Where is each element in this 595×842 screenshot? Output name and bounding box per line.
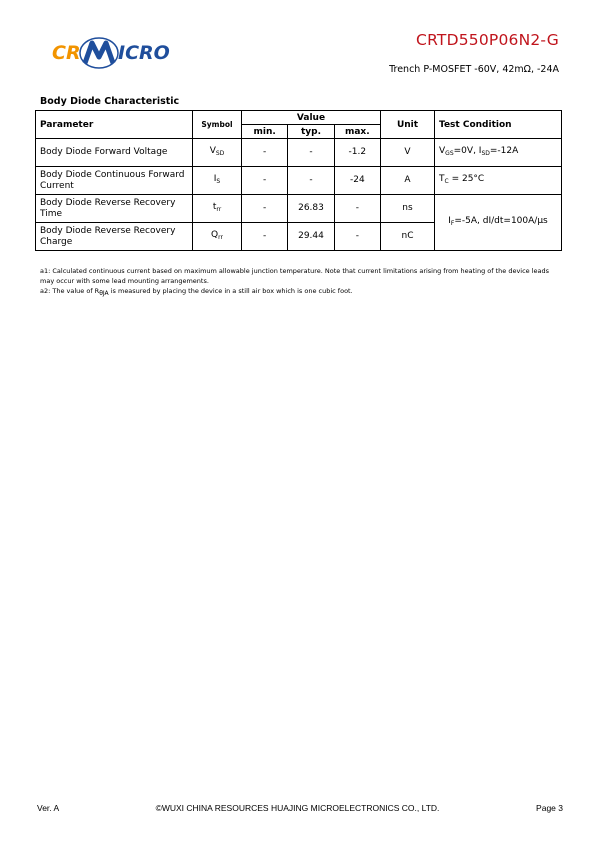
row-typ: -	[288, 167, 334, 195]
row-symbol: $I_S$	[193, 167, 242, 195]
row-parameter: Body Diode Reverse Recovery Charge	[36, 223, 193, 251]
header-test-condition: Test Condition	[435, 111, 562, 139]
row-max: -24	[334, 167, 380, 195]
row-unit: V	[381, 139, 435, 167]
body-diode-table	[35, 110, 562, 251]
header-max: max.	[334, 125, 380, 139]
row-min: -	[242, 195, 288, 223]
footer-copyright: ©WUXI CHINA RESOURCES HUAJING MICROELECTRONICS CO., LTD.	[155, 803, 440, 813]
footnotes	[40, 266, 560, 299]
row-condition: $V_{GS}=0V$, $I_{SD}=-12A$	[435, 139, 562, 167]
row-symbol: $t_{rr}$	[193, 195, 242, 223]
footnote-a2: a2: The value of $R_{\theta JA}$ is measured by placing the device in a still air box which is one cubic foot.	[40, 287, 353, 297]
header-symbol: Symbol	[193, 111, 242, 139]
row-condition-shared: $I_F=-5A$, dI/dt=100A/μs	[435, 195, 562, 251]
table-row	[36, 167, 562, 195]
row-typ: 29.44	[288, 223, 334, 251]
row-typ: -	[288, 139, 334, 167]
footnote-a1: a1: Calculated continuous current based on maximum allowable junction temperature. Note that current limitations arising from heating of the device leads may occur with some lead mounting arrangements.	[40, 267, 550, 285]
header-unit: Unit	[381, 111, 435, 139]
row-parameter: Body Diode Reverse Recovery Time	[36, 195, 193, 223]
row-max: -1.2	[334, 139, 380, 167]
table-row	[36, 195, 562, 223]
section-title: Body Diode Characteristic	[40, 96, 180, 107]
row-symbol: $V_{SD}$	[193, 139, 242, 167]
svg-text:ICRO: ICRO	[118, 42, 170, 64]
table-header-row	[36, 111, 562, 125]
table-row	[36, 139, 562, 167]
footer-version: Ver. A	[37, 803, 60, 813]
row-parameter: Body Diode Forward Voltage	[36, 139, 193, 167]
row-min: -	[242, 139, 288, 167]
row-typ: 26.83	[288, 195, 334, 223]
row-unit: nC	[381, 223, 435, 251]
row-max: -	[334, 195, 380, 223]
row-unit: A	[381, 167, 435, 195]
footer-page-number: Page 3	[536, 803, 563, 813]
header-min: min.	[242, 125, 288, 139]
header-value: Value	[242, 111, 381, 125]
row-min: -	[242, 167, 288, 195]
svg-text:CR: CR	[52, 42, 81, 64]
row-min: -	[242, 223, 288, 251]
row-symbol: $Q_{rr}$	[193, 223, 242, 251]
part-number: CRTD550P06N2-G	[416, 31, 559, 49]
device-subtitle: Trench P-MOSFET -60V, 42mΩ, -24A	[389, 64, 559, 75]
row-unit: ns	[381, 195, 435, 223]
row-parameter: Body Diode Continuous Forward Current	[36, 167, 193, 195]
cr-micro-logo	[52, 36, 190, 72]
row-condition: $T_C = 25^\circ C$	[435, 167, 562, 195]
header-typ: typ.	[288, 125, 334, 139]
header-parameter: Parameter	[36, 111, 193, 139]
row-max: -	[334, 223, 380, 251]
